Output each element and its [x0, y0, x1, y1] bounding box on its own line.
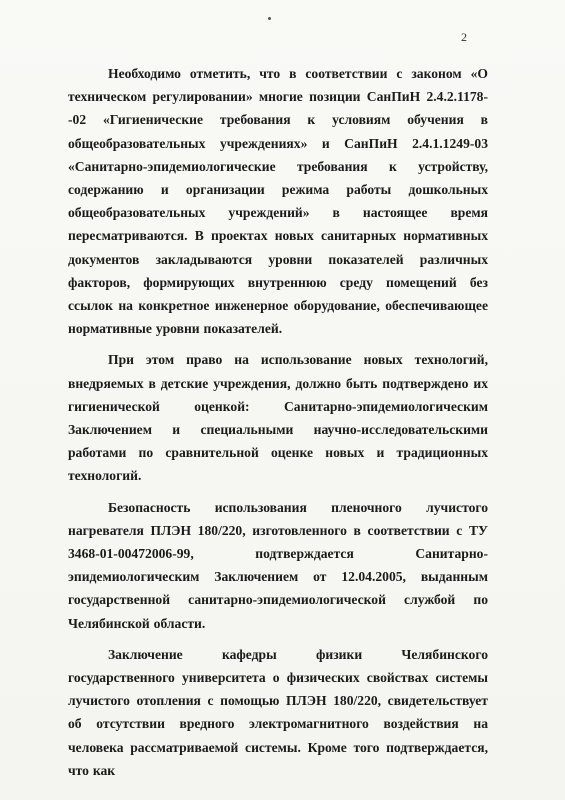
paragraph-sanpin-revision: Необходимо отметить, что в соответствии с законом «О техническом регулировании» многие позиции СанПиН 2.4.2.1178--02 «Гигиенические требования к условиям обучения в общеобразовательных учреждениях» и СанПиН 2.4.1.1249-03 «Санитарно-эпидемиологические требования к устройству, содержанию и организации режима работы дошкольных общеобразовательных учреждений» в настоящее время пересматриваются. В проектах новых санитарных нормативных документов закладываются уровни показателей различных факторов, формирующих внутреннюю среду помещений без ссылок на конкретное инженерное оборудование, обеспечивающее нормативные уровни показателей. — [68, 66, 488, 337]
document-body — [68, 62, 488, 782]
ink-dot — [268, 17, 271, 20]
page-number: 2 — [461, 30, 467, 44]
paragraph-hygienic-assessment: При этом право на использование новых технологий, внедряемых в детские учреждения, должно быть подтверждено их гигиенической оценкой: Санитарно-эпидемиологическим Заключением и специальными научно-исследовательскими работами по сравнительной оценке новых и традиционных технологий. — [68, 352, 488, 484]
paragraph-plen-safety: Безопасность использования пленочного лучистого нагревателя ПЛЭН 180/220, изготовленного в соответствии с ТУ 3468-01-00472006-99, подтверждается Санитарно-эпидемиологическим Заключением от 12.04.2005, выданным государственной санитарно-эпидемиологической службой по Челябинской области. — [68, 499, 488, 631]
paragraph-university-conclusion: Заключение кафедры физики Челябинского государственного университета о физических свойствах системы лучистого отопления с помощью ПЛЭН 180/220, свидетельствует об отсутствии вредного электромагнитного воздействия на человека рассматриваемой системы. Кроме того подтверждается, что как — [68, 646, 488, 778]
